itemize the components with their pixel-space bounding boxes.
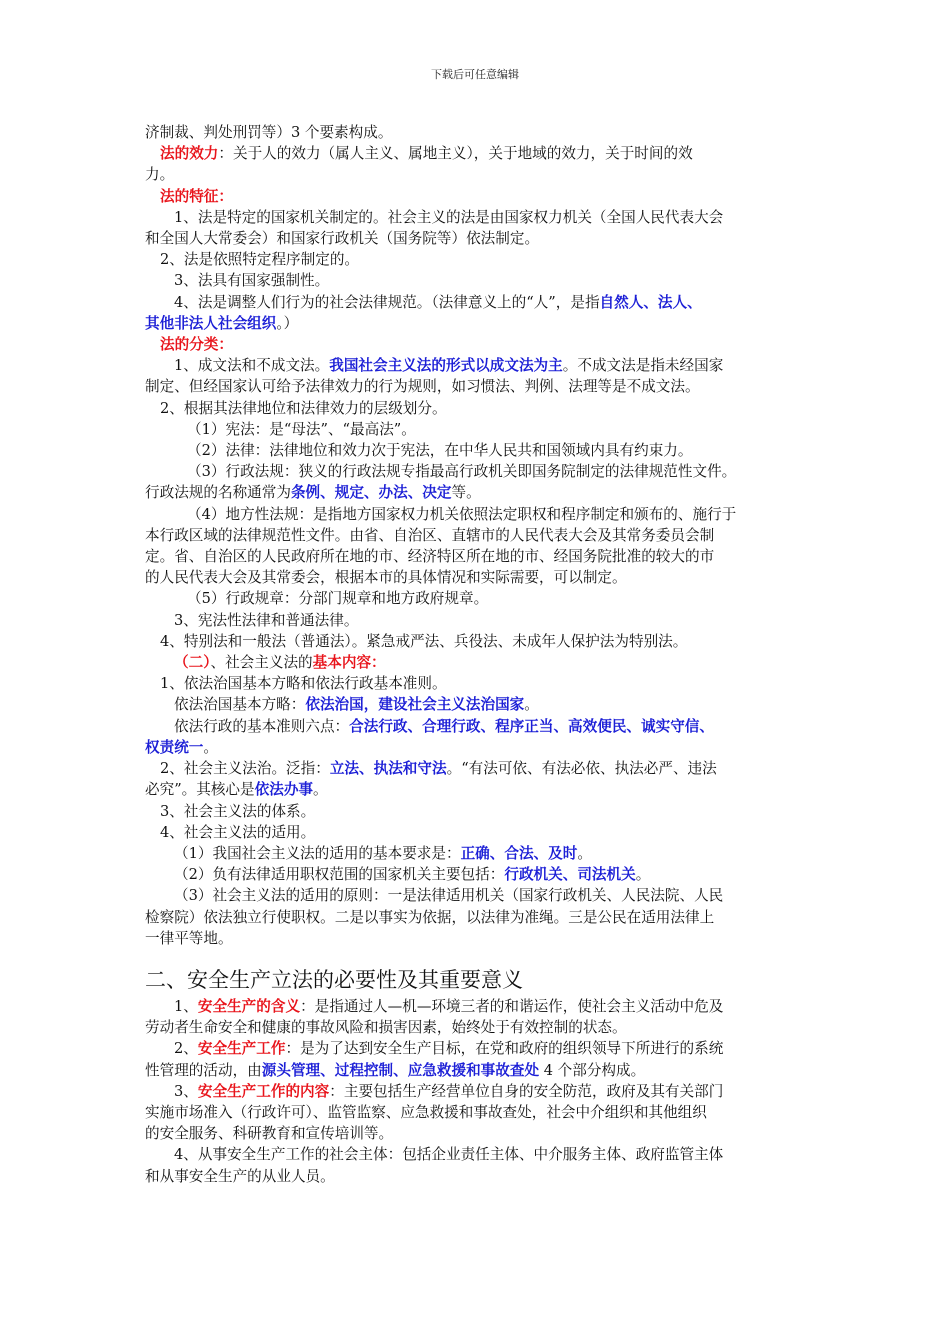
paragraph-line xyxy=(145,504,810,525)
section-safety-production xyxy=(145,996,810,1187)
text-run: （1）宪法：是“母法”、“最高法”。 xyxy=(187,420,416,438)
paragraph-line xyxy=(145,694,810,715)
key-phrase: 立法、执法和守法 xyxy=(329,760,447,778)
paragraph-line xyxy=(145,716,810,737)
text-run: 3、社会主义法的体系。 xyxy=(160,802,316,820)
paragraph-line xyxy=(145,122,810,143)
text-run: （4）地方性法规：是指地方国家权力机关依照法定职权和程序制定和颁布的、施行于 xyxy=(187,505,737,523)
text-run: 的安全服务、科研教育和宣传培训等。 xyxy=(145,1125,394,1143)
term-heading: 法的分类： xyxy=(160,336,233,354)
document-body xyxy=(145,122,810,1187)
text-run: 一律平等地。 xyxy=(145,929,233,947)
key-phrase: 我国社会主义法的形式以成文法为主 xyxy=(329,357,563,375)
text-run: 。） xyxy=(276,314,299,332)
paragraph-line xyxy=(145,398,810,419)
paragraph-line xyxy=(145,249,810,270)
key-phrase: 依法治国，建设社会主义法治国家 xyxy=(305,696,525,714)
term-heading: 安全生产工作 xyxy=(197,1040,286,1058)
paragraph-line xyxy=(145,758,810,779)
text-run: 济制裁、判处刑罚等）3 个要素构成。 xyxy=(145,124,393,141)
page-header: 下载后可任意编辑 xyxy=(431,68,519,81)
text-run: 。 xyxy=(203,738,218,756)
text-run: 2、根据其法律地位和法律效力的层级划分。 xyxy=(160,399,447,417)
paragraph-line xyxy=(145,1102,810,1123)
paragraph-line xyxy=(145,843,810,864)
text-run: 2、 xyxy=(174,1040,198,1058)
paragraph-line xyxy=(145,864,810,885)
paragraph-line xyxy=(145,355,810,376)
text-run: 1、依法治国基本方略和依法行政基本准则。 xyxy=(160,675,447,693)
paragraph-line xyxy=(145,779,810,800)
paragraph-line xyxy=(145,631,810,652)
paragraph-line xyxy=(145,1081,810,1102)
key-phrase: 行政机关、司法机关 xyxy=(504,866,636,884)
paragraph-line xyxy=(145,461,810,482)
text-run: 力。 xyxy=(145,166,175,184)
text-run: 等。 xyxy=(451,484,481,502)
term-heading: 基本内容： xyxy=(312,654,386,672)
paragraph-line xyxy=(145,440,810,461)
term-heading: 安全生产工作的内容 xyxy=(197,1082,330,1100)
paragraph-line xyxy=(145,207,810,228)
paragraph-line xyxy=(145,996,810,1017)
key-phrase: 源头管理、过程控制、应急救援和事故查处 xyxy=(261,1061,540,1079)
text-run: 3、宪法性法律和普通法律。 xyxy=(174,611,359,629)
text-run: 必究”。其核心是 xyxy=(145,781,255,799)
paragraph-line xyxy=(145,1166,810,1187)
text-run: （3）行政法规：狭义的行政法规专指最高行政机关即国务院制定的法律规范性文件。 xyxy=(187,463,737,481)
term-heading: （二） xyxy=(174,654,211,672)
paragraph-line xyxy=(145,376,810,397)
term-heading: 法的特征： xyxy=(160,187,233,205)
text-run: 本行政区域的法律规范性文件。由省、自治区、直辖市的人民代表大会及其常务委员会制 xyxy=(145,526,715,544)
text-run: 劳动者生命安全和健康的事故风险和损害因素，始终处于有效控制的状态。 xyxy=(145,1019,627,1037)
text-run: 1、成文法和不成文法。 xyxy=(174,357,330,375)
paragraph-line xyxy=(145,673,810,694)
term-heading: 法的效力 xyxy=(160,145,219,163)
paragraph-line xyxy=(145,822,810,843)
key-phrase: 权责统一 xyxy=(145,738,204,756)
paragraph-line xyxy=(145,885,810,906)
text-run: 4、法是调整人们行为的社会法律规范。（法律意义上的“人”，是指 xyxy=(174,293,600,311)
paragraph-line xyxy=(145,143,810,164)
paragraph-line xyxy=(145,567,810,588)
text-run: 。 xyxy=(313,781,328,799)
text-run: 定。省、自治区的人民政府所在地的市、经济特区所在地的市、经国务院批准的较大的市 xyxy=(145,548,715,566)
key-phrase: 自然人、法人、 xyxy=(599,293,702,311)
paragraph-line xyxy=(145,928,810,949)
term-heading: 安全生产的含义 xyxy=(197,997,301,1015)
text-run: ：关于人的效力（属人主义、属地主义），关于地域的效力，关于时间的效 xyxy=(218,145,693,163)
text-run: 3、法具有国家强制性。 xyxy=(174,272,330,290)
text-run: 。 xyxy=(635,866,651,884)
text-run: 2、社会主义法治。泛指： xyxy=(160,760,330,778)
paragraph-line xyxy=(145,419,810,440)
paragraph-line xyxy=(145,164,810,185)
text-run: 4、特别法和一般法（普通法）。紧急戒严法、兵役法、未成年人保护法为特别法。 xyxy=(160,632,688,650)
text-run: 4、从事安全生产工作的社会主体：包括企业责任主体、中介服务主体、政府监管主体 xyxy=(174,1146,724,1164)
key-phrase: 其他非法人社会组织 xyxy=(145,314,277,332)
text-run: 和全国人大常委会）和国家行政机关（国务院等）依法制定。 xyxy=(145,230,540,248)
paragraph-line xyxy=(145,228,810,249)
key-phrase: 依法办事 xyxy=(254,781,314,799)
paragraph-line xyxy=(145,801,810,822)
paragraph-line xyxy=(145,588,810,609)
text-run: ：主要包括生产经营单位自身的安全防范，政府及其有关部门 xyxy=(329,1082,724,1100)
text-run: （5）行政规章：分部门规章和地方政府规章。 xyxy=(187,590,489,608)
text-run: 2、法是依照特定程序制定的。 xyxy=(160,251,360,269)
text-run: 1、法是特定的国家机关制定的。社会主义的法是由国家权力机关（全国人民代表大会 xyxy=(174,208,724,226)
paragraph-line xyxy=(145,652,810,673)
key-phrase: 合法行政、合理行政、程序正当、高效便民、诚实守信、 xyxy=(349,717,714,735)
paragraph-line xyxy=(145,270,810,291)
text-run: 4 个部分构成。 xyxy=(539,1061,646,1079)
text-run: （2）负有法律适用职权范围的国家机关主要包括： xyxy=(174,866,505,884)
section-heading: 二、安全生产立法的必要性及其重要意义 xyxy=(145,967,523,992)
paragraph-line xyxy=(145,1144,810,1165)
paragraph-line xyxy=(145,334,810,355)
text-run: 的人民代表大会及其常委会，根据本市的具体情况和实际需要，可以制定。 xyxy=(145,569,627,587)
text-run: 依法行政的基本准则六点： xyxy=(174,717,350,735)
key-phrase: 正确、合法、及时 xyxy=(460,844,578,862)
text-run: （3）社会主义法的适用的原则：一是法律适用机关（国家行政机关、人民法院、人民 xyxy=(174,887,724,905)
paragraph-line xyxy=(145,1038,810,1059)
text-run: 性管理的活动，由 xyxy=(145,1061,262,1079)
text-run: 。 xyxy=(577,844,592,862)
paragraph-line xyxy=(145,313,810,334)
text-run: 制定、但经国家认可给予法律效力的行为规则，如习惯法、判例、法理等是不成文法。 xyxy=(145,378,700,396)
text-run: 行政法规的名称通常为 xyxy=(145,484,291,502)
section-legal-basics xyxy=(145,122,810,949)
text-run: 。不成文法是指未经国家 xyxy=(562,357,724,375)
paragraph-line xyxy=(145,292,810,313)
paragraph-line xyxy=(145,546,810,567)
text-run: 。“有法可依、有法必依、执法必严、违法 xyxy=(446,760,717,778)
text-run: （2）法律：法律地位和效力次于宪法，在中华人民共和国领域内具有约束力。 xyxy=(187,442,693,460)
text-run: ：是指通过人—机—环境三者的和谐运作，使社会主义活动中危及 xyxy=(300,997,724,1015)
text-run: 实施市场准入（行政许可）、监管监察、应急救援和事故查处，社会中介组织和其他组织 xyxy=(145,1103,707,1121)
text-run: 依法治国基本方略： xyxy=(174,696,306,714)
text-run: 1、 xyxy=(174,997,198,1015)
paragraph-line xyxy=(145,1017,810,1038)
text-run: 检察院）依法独立行使职权。二是以事实为依据，以法律为准绳。三是公民在适用法律上 xyxy=(145,908,715,926)
paragraph-line xyxy=(145,907,810,928)
text-run: （1）我国社会主义法的适用的基本要求是： xyxy=(174,844,461,862)
paragraph-line xyxy=(145,186,810,207)
paragraph-line xyxy=(145,737,810,758)
text-run: 。 xyxy=(524,696,539,714)
paragraph-line xyxy=(145,482,810,503)
paragraph-line xyxy=(145,525,810,546)
text-run: ：是为了达到安全生产目标，在党和政府的组织领导下所进行的系统 xyxy=(285,1040,724,1058)
text-run: 、社会主义法的 xyxy=(210,654,313,672)
key-phrase: 条例、规定、办法、决定 xyxy=(290,484,452,502)
paragraph-line xyxy=(145,610,810,631)
text-run: 4、社会主义法的适用。 xyxy=(160,823,316,841)
paragraph-line xyxy=(145,1123,810,1144)
text-run: 3、 xyxy=(174,1082,198,1100)
paragraph-line xyxy=(145,1060,810,1081)
text-run: 和从事安全生产的从业人员。 xyxy=(145,1167,335,1185)
